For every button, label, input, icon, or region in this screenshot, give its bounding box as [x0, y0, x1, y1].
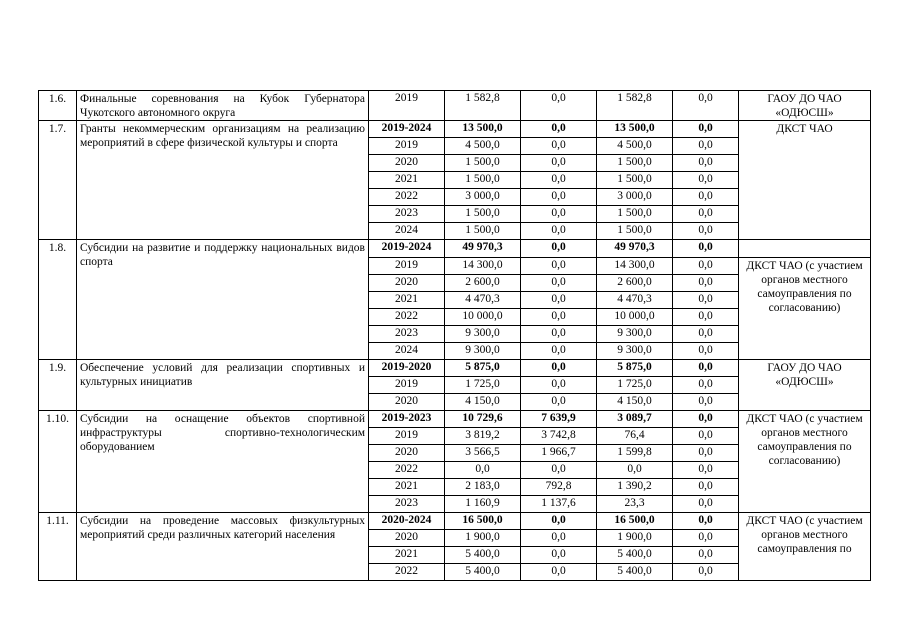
municipal-cell: 0,0: [673, 189, 739, 206]
municipal-cell: 0,0: [673, 496, 739, 513]
federal-cell: 1 966,7: [521, 445, 597, 462]
total-cell: 3 000,0: [445, 189, 521, 206]
total-cell: 1 500,0: [445, 223, 521, 240]
federal-cell: 0,0: [521, 189, 597, 206]
item-number: 1.10.: [39, 411, 77, 513]
regional-cell: 1 500,0: [597, 223, 673, 240]
federal-cell: 0,0: [521, 240, 597, 258]
item-name: Субсидии на оснащение объектов спортивной инфраструктуры спортивно-технологическим оборудованием: [77, 411, 369, 513]
municipal-cell: 0,0: [673, 240, 739, 258]
municipal-cell: 0,0: [673, 292, 739, 309]
municipal-cell: 0,0: [673, 172, 739, 189]
federal-cell: 0,0: [521, 172, 597, 189]
total-cell: 9 300,0: [445, 326, 521, 343]
table-row: [39, 121, 871, 138]
item-number: 1.11.: [39, 513, 77, 581]
federal-cell: 0,0: [521, 258, 597, 275]
federal-cell: 0,0: [521, 547, 597, 564]
total-cell: 5 400,0: [445, 564, 521, 581]
regional-cell: 0,0: [597, 462, 673, 479]
year-cell: 2022: [369, 564, 445, 581]
federal-cell: 792,8: [521, 479, 597, 496]
federal-cell: 0,0: [521, 292, 597, 309]
total-cell: 4 470,3: [445, 292, 521, 309]
year-cell: 2024: [369, 223, 445, 240]
table-row: [39, 360, 871, 377]
executor-cell: ДКСТ ЧАО (с участием органов местного самоуправления по согласованию): [739, 411, 871, 513]
year-cell: 2019-2020: [369, 360, 445, 377]
federal-cell: 0,0: [521, 138, 597, 155]
municipal-cell: 0,0: [673, 462, 739, 479]
total-cell: 1 160,9: [445, 496, 521, 513]
regional-cell: 1 500,0: [597, 172, 673, 189]
table-row: [39, 513, 871, 530]
regional-cell: 2 600,0: [597, 275, 673, 292]
total-cell: 3 819,2: [445, 428, 521, 445]
item-name: Обеспечение условий для реализации спортивных и культурных инициатив: [77, 360, 369, 411]
municipal-cell: 0,0: [673, 411, 739, 428]
total-cell: 4 500,0: [445, 138, 521, 155]
total-cell: 1 500,0: [445, 206, 521, 223]
federal-cell: 0,0: [521, 223, 597, 240]
total-cell: 2 183,0: [445, 479, 521, 496]
regional-cell: 3 000,0: [597, 189, 673, 206]
municipal-cell: 0,0: [673, 547, 739, 564]
regional-cell: 5 400,0: [597, 564, 673, 581]
year-cell: 2019-2023: [369, 411, 445, 428]
year-cell: 2021: [369, 547, 445, 564]
year-cell: 2020: [369, 530, 445, 547]
regional-cell: 4 470,3: [597, 292, 673, 309]
regional-cell: 13 500,0: [597, 121, 673, 138]
federal-cell: 0,0: [521, 394, 597, 411]
regional-cell: 4 500,0: [597, 138, 673, 155]
year-cell: 2019-2024: [369, 240, 445, 258]
municipal-cell: 0,0: [673, 121, 739, 138]
municipal-cell: 0,0: [673, 513, 739, 530]
regional-cell: 1 500,0: [597, 155, 673, 172]
item-name: Гранты некоммерческим организациям на реализацию мероприятий в сфере физической культуры и спорта: [77, 121, 369, 240]
item-name: Субсидии на проведение массовых физкультурных мероприятий среди различных категорий населения: [77, 513, 369, 581]
year-cell: 2020: [369, 445, 445, 462]
year-cell: 2022: [369, 189, 445, 206]
municipal-cell: 0,0: [673, 479, 739, 496]
document-page: [38, 90, 870, 581]
regional-cell: 1 390,2: [597, 479, 673, 496]
total-cell: 2 600,0: [445, 275, 521, 292]
municipal-cell: 0,0: [673, 530, 739, 547]
municipal-cell: 0,0: [673, 394, 739, 411]
year-cell: 2022: [369, 309, 445, 326]
regional-cell: 1 599,8: [597, 445, 673, 462]
regional-cell: 3 089,7: [597, 411, 673, 428]
federal-cell: 0,0: [521, 326, 597, 343]
year-cell: 2020: [369, 394, 445, 411]
total-cell: 5 875,0: [445, 360, 521, 377]
regional-cell: 49 970,3: [597, 240, 673, 258]
federal-cell: 0,0: [521, 462, 597, 479]
regional-cell: 76,4: [597, 428, 673, 445]
total-cell: 1 900,0: [445, 530, 521, 547]
federal-cell: 0,0: [521, 377, 597, 394]
municipal-cell: 0,0: [673, 564, 739, 581]
municipal-cell: 0,0: [673, 343, 739, 360]
year-cell: 2023: [369, 496, 445, 513]
federal-cell: 0,0: [521, 564, 597, 581]
item-name: Субсидии на развитие и поддержку национальных видов спорта: [77, 240, 369, 360]
municipal-cell: 0,0: [673, 155, 739, 172]
year-cell: 2019: [369, 91, 445, 121]
total-cell: 4 150,0: [445, 394, 521, 411]
year-cell: 2019: [369, 258, 445, 275]
executor-cell: [739, 240, 871, 258]
regional-cell: 5 875,0: [597, 360, 673, 377]
total-cell: 1 500,0: [445, 155, 521, 172]
executor-cell: ДКСТ ЧАО: [739, 121, 871, 240]
executor-cell: ДКСТ ЧАО (с участием органов местного самоуправления по согласованию): [739, 258, 871, 360]
year-cell: 2023: [369, 206, 445, 223]
municipal-cell: 0,0: [673, 275, 739, 292]
federal-cell: 1 137,6: [521, 496, 597, 513]
total-cell: 14 300,0: [445, 258, 521, 275]
regional-cell: 9 300,0: [597, 326, 673, 343]
municipal-cell: 0,0: [673, 445, 739, 462]
total-cell: 49 970,3: [445, 240, 521, 258]
table-row: [39, 411, 871, 428]
regional-cell: 14 300,0: [597, 258, 673, 275]
total-cell: 0,0: [445, 462, 521, 479]
federal-cell: 0,0: [521, 513, 597, 530]
item-number: 1.8.: [39, 240, 77, 360]
table-row: [39, 91, 871, 121]
regional-cell: 10 000,0: [597, 309, 673, 326]
year-cell: 2020: [369, 155, 445, 172]
item-number: 1.9.: [39, 360, 77, 411]
federal-cell: 0,0: [521, 91, 597, 121]
federal-cell: 0,0: [521, 206, 597, 223]
municipal-cell: 0,0: [673, 377, 739, 394]
total-cell: 5 400,0: [445, 547, 521, 564]
year-cell: 2019: [369, 428, 445, 445]
executor-cell: ГАОУ ДО ЧАО «ОДЮСШ»: [739, 360, 871, 411]
regional-cell: 4 150,0: [597, 394, 673, 411]
regional-cell: 5 400,0: [597, 547, 673, 564]
total-cell: 16 500,0: [445, 513, 521, 530]
municipal-cell: 0,0: [673, 428, 739, 445]
regional-cell: 9 300,0: [597, 343, 673, 360]
regional-cell: 1 582,8: [597, 91, 673, 121]
municipal-cell: 0,0: [673, 91, 739, 121]
item-number: 1.7.: [39, 121, 77, 240]
year-cell: 2021: [369, 479, 445, 496]
regional-cell: 1 500,0: [597, 206, 673, 223]
year-cell: 2019: [369, 377, 445, 394]
federal-cell: 3 742,8: [521, 428, 597, 445]
regional-cell: 16 500,0: [597, 513, 673, 530]
total-cell: 9 300,0: [445, 343, 521, 360]
budget-table: [38, 90, 871, 581]
table-row: [39, 240, 871, 258]
federal-cell: 0,0: [521, 155, 597, 172]
executor-cell: ДКСТ ЧАО (с участием органов местного самоуправления по: [739, 513, 871, 581]
year-cell: 2022: [369, 462, 445, 479]
total-cell: 13 500,0: [445, 121, 521, 138]
regional-cell: 23,3: [597, 496, 673, 513]
year-cell: 2019: [369, 138, 445, 155]
year-cell: 2020-2024: [369, 513, 445, 530]
year-cell: 2021: [369, 172, 445, 189]
year-cell: 2023: [369, 326, 445, 343]
federal-cell: 0,0: [521, 343, 597, 360]
federal-cell: 7 639,9: [521, 411, 597, 428]
regional-cell: 1 725,0: [597, 377, 673, 394]
regional-cell: 1 900,0: [597, 530, 673, 547]
federal-cell: 0,0: [521, 309, 597, 326]
municipal-cell: 0,0: [673, 360, 739, 377]
total-cell: 1 725,0: [445, 377, 521, 394]
municipal-cell: 0,0: [673, 138, 739, 155]
item-number: 1.6.: [39, 91, 77, 121]
total-cell: 1 582,8: [445, 91, 521, 121]
federal-cell: 0,0: [521, 360, 597, 377]
total-cell: 1 500,0: [445, 172, 521, 189]
federal-cell: 0,0: [521, 275, 597, 292]
total-cell: 3 566,5: [445, 445, 521, 462]
municipal-cell: 0,0: [673, 326, 739, 343]
municipal-cell: 0,0: [673, 258, 739, 275]
total-cell: 10 729,6: [445, 411, 521, 428]
federal-cell: 0,0: [521, 121, 597, 138]
federal-cell: 0,0: [521, 530, 597, 547]
municipal-cell: 0,0: [673, 223, 739, 240]
year-cell: 2024: [369, 343, 445, 360]
municipal-cell: 0,0: [673, 206, 739, 223]
year-cell: 2019-2024: [369, 121, 445, 138]
year-cell: 2020: [369, 275, 445, 292]
item-name: Финальные соревнования на Кубок Губернатора Чукотского автономного округа: [77, 91, 369, 121]
municipal-cell: 0,0: [673, 309, 739, 326]
executor-cell: ГАОУ ДО ЧАО «ОДЮСШ»: [739, 91, 871, 121]
total-cell: 10 000,0: [445, 309, 521, 326]
year-cell: 2021: [369, 292, 445, 309]
